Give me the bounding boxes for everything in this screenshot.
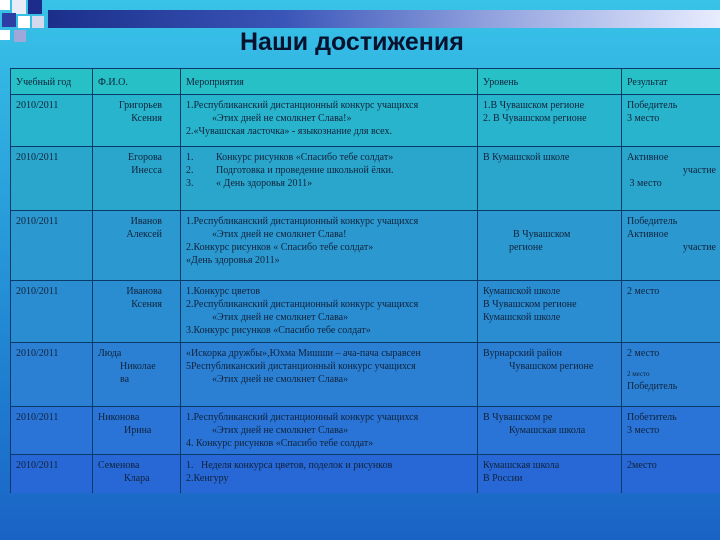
events-cell	[181, 455, 478, 494]
page-title: Наши достижения	[240, 28, 464, 56]
table-row	[11, 147, 720, 211]
level-line: 2. В Чувашском регионе	[483, 113, 587, 124]
event-line: 1. Неделя конкурса цветов, поделок и рисунков	[186, 460, 393, 471]
level-cell	[478, 407, 622, 455]
name-cell	[93, 211, 181, 281]
result-cell	[622, 281, 720, 343]
title-bar-decoration	[48, 10, 720, 28]
event-text: Конкурс рисунков «Спасибо тебе солдат»	[216, 152, 394, 163]
event-item	[186, 177, 473, 190]
result-line: Победитель	[627, 100, 678, 111]
event-line: «День здоровья 2011»	[186, 255, 280, 266]
event-number: 2.	[186, 165, 194, 176]
level-line: Кумашской школе	[483, 312, 561, 323]
result-line: участие	[682, 242, 716, 253]
event-line: 2.Кенгуру	[186, 473, 229, 484]
events-cell	[181, 281, 478, 343]
result-cell	[622, 211, 720, 281]
event-line: 1.Республиканский дистанционный конкурс учащихся	[186, 412, 419, 423]
result-cell	[622, 95, 720, 147]
level-line: В Чувашском ре	[483, 412, 553, 423]
name-line: Григорьев	[118, 100, 162, 111]
name-line: Егорова	[128, 152, 162, 163]
name-cell	[93, 407, 181, 455]
table-row	[11, 281, 720, 343]
level-cell	[478, 455, 622, 494]
header-level: Уровень	[478, 69, 622, 95]
achievements-table-container	[10, 68, 720, 493]
name-line: Ксения	[131, 113, 162, 124]
event-line: 5Республиканский дистанционный конкурс учащихся	[186, 361, 416, 372]
events-cell	[181, 95, 478, 147]
event-line: 2.Конкурс рисунков « Спасибо тебе солдат»	[186, 242, 374, 253]
event-text: Подготовка и проведение школьной ёлки.	[216, 165, 394, 176]
result-line: 3 место	[627, 425, 660, 436]
name-line: ва	[120, 374, 130, 385]
result-cell	[622, 455, 720, 494]
event-line: 1.Республиканский дистанционный конкурс учащихся	[186, 100, 419, 111]
result-line: 3 место	[627, 178, 662, 189]
header-events: Мероприятия	[181, 69, 478, 95]
result-line: Победитель	[627, 381, 678, 392]
name-cell	[93, 95, 181, 147]
result-cell	[622, 147, 720, 211]
name-cell	[93, 147, 181, 211]
result-line: Активное	[627, 229, 669, 240]
year-cell: 2010/2011	[11, 343, 93, 407]
result-line: участие	[682, 165, 716, 176]
table-row	[11, 407, 720, 455]
squares-decoration	[0, 0, 70, 50]
year-cell: 2010/2011	[11, 211, 93, 281]
events-cell	[181, 147, 478, 211]
level-line: 1.В Чувашском регионе	[483, 100, 585, 111]
level-cell	[478, 343, 622, 407]
name-line: Алексей	[126, 229, 162, 240]
event-line: «Этих дней не смолкнет Слава!»	[212, 113, 352, 124]
level-line: Кумашская школа	[483, 460, 560, 471]
table-row	[11, 211, 720, 281]
level-line: Вурнарский район	[483, 348, 562, 359]
level-line: Кумашской школе	[483, 286, 561, 297]
name-line: Инесса	[131, 165, 162, 176]
event-line: «Этих дней не смолкнет Слава»	[212, 374, 349, 385]
table-row	[11, 455, 720, 494]
result-line: Активное	[627, 152, 669, 163]
level-line: В России	[483, 473, 523, 484]
result-cell	[622, 407, 720, 455]
name-line: Ксения	[131, 299, 162, 310]
year-cell: 2010/2011	[11, 455, 93, 494]
events-cell	[181, 407, 478, 455]
result-line: 2 место	[627, 348, 660, 359]
event-line: 1.Конкурс цветов	[186, 286, 261, 297]
name-cell	[93, 343, 181, 407]
event-item	[186, 151, 473, 164]
event-line: 2.Республиканский дистанционный конкурс учащихся	[186, 299, 419, 310]
event-line: «Искорка дружбы»,Юхма Мишши – ача-пача сыравсен	[186, 348, 421, 359]
level-line: Чувашском регионе	[509, 361, 594, 372]
year-cell: 2010/2011	[11, 281, 93, 343]
level-line: В Кумашской школе	[483, 152, 570, 163]
level-cell	[478, 147, 622, 211]
level-line: В Чувашском	[513, 229, 571, 240]
result-line: 2 место	[627, 286, 660, 297]
event-item	[186, 164, 473, 177]
event-number: 3.	[186, 178, 194, 189]
events-cell	[181, 343, 478, 407]
level-cell	[478, 211, 622, 281]
level-line: В Чувашском регионе	[483, 299, 577, 310]
name-line: Никонова	[98, 412, 140, 423]
name-line: Иванова	[126, 286, 162, 297]
event-text: « День здоровья 2011»	[216, 178, 313, 189]
event-line: «Этих дней не смолкнет Слава»	[212, 425, 349, 436]
event-line: 1.Республиканский дистанционный конкурс учащихся	[186, 216, 419, 227]
name-cell	[93, 455, 181, 494]
level-cell	[478, 95, 622, 147]
year-cell: 2010/2011	[11, 147, 93, 211]
name-line: Люда	[98, 348, 122, 359]
event-line: 4. Конкурс рисунков «Спасибо тебе солдат»	[186, 438, 374, 449]
level-cell	[478, 281, 622, 343]
header-name: Ф.И.О.	[93, 69, 181, 95]
result-line: 2место	[627, 460, 657, 471]
name-line: Иванов	[130, 216, 162, 227]
result-line: Побетитель	[627, 412, 677, 423]
table-row	[11, 343, 720, 407]
event-number: 1.	[186, 152, 194, 163]
event-line: «Этих дней не смолкнет Слава»	[212, 312, 349, 323]
header-year: Учебный год	[11, 69, 93, 95]
name-line: Николае	[120, 361, 156, 372]
events-cell	[181, 211, 478, 281]
event-line: «Этих дней не смолкнет Слава!	[212, 229, 347, 240]
level-line: регионе	[509, 242, 543, 253]
event-line: 3.Конкурс рисунков «Спасибо тебе солдат»	[186, 325, 371, 336]
year-cell: 2010/2011	[11, 95, 93, 147]
name-line: Клара	[124, 473, 150, 484]
result-line: Победитель	[627, 216, 678, 227]
achievements-table	[10, 68, 720, 493]
year-cell: 2010/2011	[11, 407, 93, 455]
event-line: 2.«Чувашская ласточка» - языкознание для всех.	[186, 126, 392, 137]
table-row	[11, 95, 720, 147]
name-line: Ирина	[124, 425, 152, 436]
name-line: Семенова	[98, 460, 140, 471]
name-cell	[93, 281, 181, 343]
table-header-row	[11, 69, 720, 95]
result-line-small: 2 место	[627, 370, 650, 378]
result-cell	[622, 343, 720, 407]
level-line: Кумашская школа	[509, 425, 586, 436]
result-line: 3 место	[627, 113, 660, 124]
header-result: Результат	[622, 69, 720, 95]
